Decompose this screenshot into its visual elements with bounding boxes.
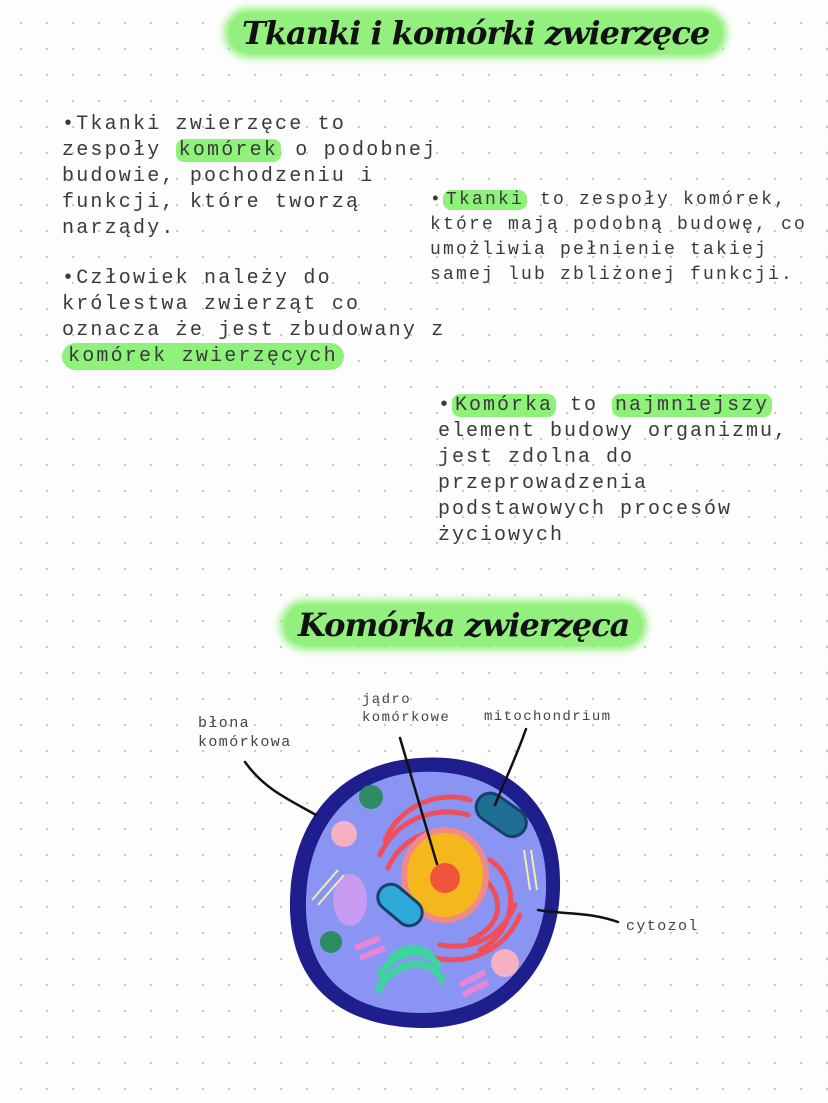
peroxisome — [359, 785, 383, 809]
cell — [290, 757, 560, 1028]
label-membrane: błona komórkowa — [198, 715, 292, 751]
subtitle-text: Komórka zwierzęca — [284, 604, 643, 646]
bullet: • — [62, 267, 77, 290]
bullet: • — [430, 190, 444, 210]
highlighted-term: komórek — [176, 139, 281, 162]
lysosome — [331, 821, 357, 847]
highlighted-term: komórek zwierzęcych — [62, 343, 344, 370]
bullet: • — [438, 394, 453, 417]
text: Tkanki zwierzęce to zespoły — [62, 113, 347, 162]
peroxisome — [320, 931, 342, 953]
label-cytosol: cytozol — [626, 918, 699, 935]
text: Człowiek należy do królestwa zwierząt co oznacza że jest zbudowany z — [62, 267, 446, 342]
label-mitochondrium: mitochondrium — [484, 709, 612, 725]
highlighted-term: najmniejszy — [612, 394, 772, 417]
lysosome — [491, 949, 519, 977]
highlighted-term: Tkanki — [443, 190, 527, 210]
text: element budowy organizmu, jest zdolna do przeprowadzenia podstawowych procesów życiowych — [438, 420, 789, 547]
text: to zespoły komórek, które mają podobną budowę, co umożliwia pełnienie takiej samej lub zbliżonej funkcji. — [430, 190, 808, 285]
text: o podobnej budowie, pochodzeniu i funkcji, które tworzą narządy. — [62, 139, 438, 240]
text: to — [556, 394, 613, 417]
membrane-pointer — [245, 762, 316, 815]
bullet: • — [62, 113, 77, 136]
label-nucleus: jądro komórkowe — [362, 692, 451, 726]
highlighted-term: Komórka — [452, 394, 556, 417]
nucleolus — [430, 863, 460, 893]
title-text: Tkanki i komórki zwierzęce — [228, 12, 723, 54]
